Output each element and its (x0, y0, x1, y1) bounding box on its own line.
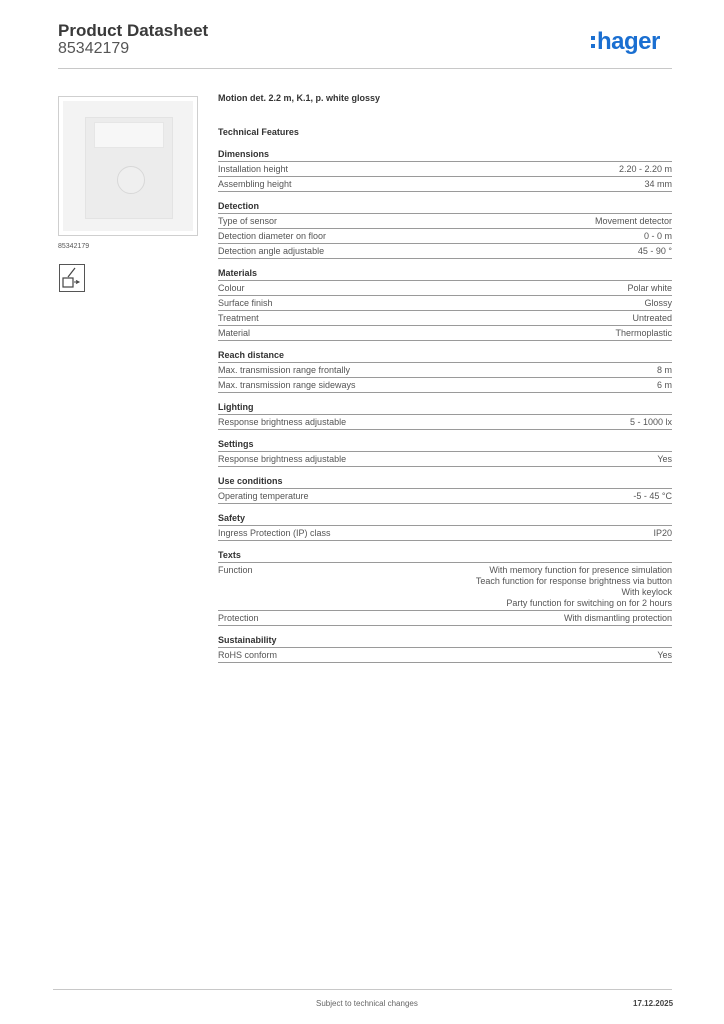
spec-row (218, 611, 672, 626)
spec-row (218, 311, 672, 326)
section (218, 400, 672, 430)
section (218, 266, 672, 341)
spec-value: Polar white (627, 283, 672, 293)
product-number: 85342179 (58, 40, 130, 57)
spec-value: With memory function for presence simulation Teach function for response brightness via button With keylock Party function for switching on for 2 hours (475, 565, 672, 608)
spec-value: Glossy (644, 298, 672, 308)
spec-row (218, 378, 672, 393)
spec-label: Material (218, 328, 251, 338)
section-title: Reach distance (218, 348, 672, 363)
spec-value: 0 - 0 m (643, 231, 672, 241)
spec-label: Function (218, 565, 253, 575)
spec-value: 8 m (656, 365, 672, 375)
spec-label: Detection diameter on floor (218, 231, 327, 241)
section-title: Texts (218, 548, 672, 563)
spec-label: Type of sensor (218, 216, 278, 226)
spec-value: -5 - 45 °C (633, 491, 672, 501)
spec-value: IP20 (653, 528, 672, 538)
header-divider (58, 68, 672, 69)
spec-label: Operating temperature (218, 491, 309, 501)
footer-date: 17.12.2025 (633, 999, 674, 1008)
spec-value: Yes (657, 454, 672, 464)
spec-row (218, 214, 672, 229)
product-image (58, 96, 198, 236)
spec-label: Response brightness adjustable (218, 454, 347, 464)
spec-label: Protection (218, 613, 259, 623)
spec-row (218, 244, 672, 259)
spec-label: Treatment (218, 313, 259, 323)
footer-note: Subject to technical changes (316, 999, 418, 1008)
section-title: Lighting (218, 400, 672, 415)
spec-row (218, 363, 672, 378)
spec-label: Surface finish (218, 298, 273, 308)
wall-mount-icon (59, 264, 85, 292)
spec-row (218, 326, 672, 341)
spec-label: Ingress Protection (IP) class (218, 528, 331, 538)
logo-colon-icon (591, 34, 595, 50)
section-title: Settings (218, 437, 672, 452)
spec-value: 34 mm (644, 179, 672, 189)
spec-value: 6 m (656, 380, 672, 390)
motion-detector-illustration (85, 117, 173, 219)
spec-label: RoHS conform (218, 650, 278, 660)
spec-label: Assembling height (218, 179, 292, 189)
spec-row (218, 489, 672, 504)
section (218, 474, 672, 504)
sensor-lens (117, 166, 145, 194)
spec-value: 5 - 1000 lx (629, 417, 672, 427)
spec-row (218, 177, 672, 192)
spec-value: 2.20 - 2.20 m (618, 164, 672, 174)
section (218, 437, 672, 467)
section (218, 633, 672, 663)
section-title: Use conditions (218, 474, 672, 489)
spec-value: With dismantling protection (563, 613, 672, 623)
image-caption: 85342179 (58, 243, 90, 250)
spec-row (218, 229, 672, 244)
brand-logo (591, 28, 660, 56)
section (218, 147, 672, 192)
spec-label: Colour (218, 283, 245, 293)
spec-row (218, 648, 672, 663)
section-title: Dimensions (218, 147, 672, 162)
spec-label: Installation height (218, 164, 289, 174)
spec-row (218, 296, 672, 311)
technical-features-heading: Technical Features (218, 127, 299, 137)
spec-value: Movement detector (594, 216, 672, 226)
brand-name: hager (597, 28, 660, 55)
spec-label: Detection angle adjustable (218, 246, 325, 256)
spec-row (218, 281, 672, 296)
spec-label: Max. transmission range sideways (218, 380, 356, 390)
section (218, 348, 672, 393)
page-title: Product Datasheet (58, 21, 209, 40)
spec-value: Yes (657, 650, 672, 660)
spec-row (218, 526, 672, 541)
spec-row (218, 452, 672, 467)
section (218, 548, 672, 626)
datasheet-content (218, 92, 672, 670)
section-title: Materials (218, 266, 672, 281)
feature-sections (218, 147, 672, 663)
section-title: Detection (218, 199, 672, 214)
section-title: Safety (218, 511, 672, 526)
spec-value: Thermoplastic (615, 328, 672, 338)
section (218, 511, 672, 541)
spec-row (218, 415, 672, 430)
spec-value: Untreated (632, 313, 672, 323)
product-name: Motion det. 2.2 m, K.1, p. white glossy (218, 93, 381, 103)
footer-divider (53, 989, 672, 990)
spec-label: Response brightness adjustable (218, 417, 347, 427)
spec-row (218, 162, 672, 177)
spec-row (218, 563, 672, 611)
spec-label: Max. transmission range frontally (218, 365, 351, 375)
spec-value: 45 - 90 ° (637, 246, 672, 256)
section-title: Sustainability (218, 633, 672, 648)
section (218, 199, 672, 259)
